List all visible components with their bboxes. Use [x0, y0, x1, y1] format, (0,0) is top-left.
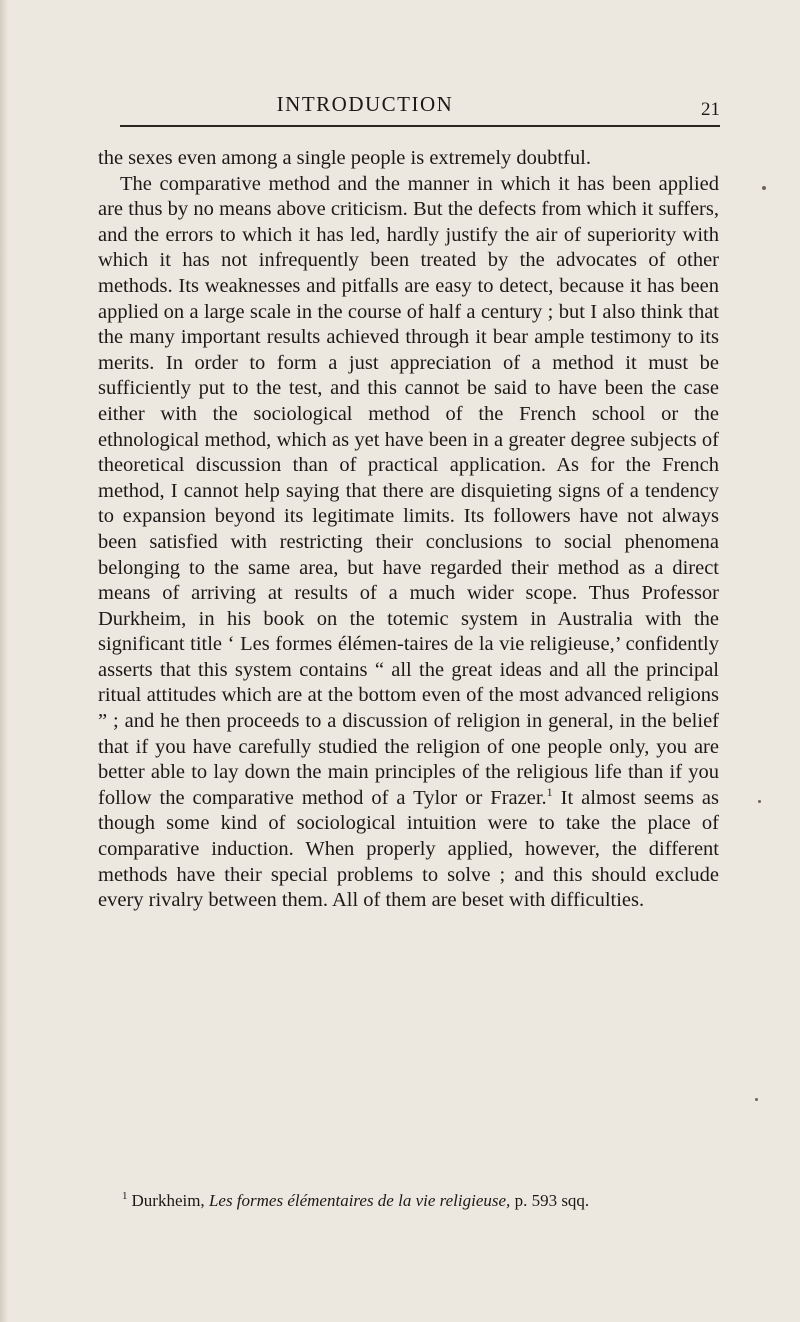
footnote-number: 1 — [122, 1190, 128, 1203]
paper-speck — [755, 1098, 758, 1101]
paper-speck — [762, 186, 766, 190]
paragraph-main-text-cont: It almost seems as though some kind of sociological intuition were to take the place of comparative induction. When properly applied, however, the different methods have their special problems to solve ; and this should exclude every rivalry between them. All of them are beset with difficulties. — [98, 786, 719, 912]
footnote-ref: p. 593 sqq. — [510, 1191, 590, 1210]
footnote-author: Durkheim, — [131, 1191, 209, 1210]
paragraph-main — [98, 172, 719, 914]
header-rule — [120, 125, 720, 127]
paper-speck — [758, 800, 761, 803]
paragraph-continued: the sexes even among a single people is extremely doubtful. — [98, 147, 592, 169]
page-gutter-shadow — [0, 0, 8, 1322]
page-number: 21 — [701, 99, 720, 120]
paragraph-main-text: The comparative method and the manner in which it has been applied are thus by no means above criticism. But the defects from which it suffers, and the errors to which it has led, hardly justify the air of superiority with which it has not infrequently been treated by the advocates of other methods. Its weaknesses and pitfalls are easy to detect, because it has been applied on a large scale in the course of half a century ; but I also think that the many important results achieved through it bear ample testimony to its merits. In order to form a just appreciation of a method it must be sufficiently put to the test, and this cannot be said to have been the case either with the sociological method of the French school or the ethnological method, which as yet have been in a greater degree subjects of theoretical discussion than of practical application. As for the French method, I cannot help saying that there are disquieting signs of a tendency to expansion beyond its legitimate limits. Its followers have not always been satisfied with restricting their conclusions to social phenomena belonging to the same area, but have regarded their method as a direct means of arriving at results of a much wider scope. Thus Professor Durkheim, in his book on the totemic system in Australia with the significant title ‘ Les formes élémen-taires de la vie religieuse,’ confidently asserts that this system contains “ all the great ideas and all the principal ritual attitudes which are at the bottom even of the most advanced religions ” ; and he then proceeds to a discussion of religion in general, in the belief that if you have carefully studied the religion of one people only, you are better able to lay down the main principles of the religious life than if you follow the comparative method of a Tylor or Frazer. — [98, 172, 719, 809]
footnote-title: Les formes élémentaires de la vie religieuse, — [208, 1191, 511, 1210]
running-head — [0, 92, 800, 118]
body-text — [98, 146, 719, 914]
footnote-reference[interactable]: 1 — [546, 785, 553, 800]
running-title: INTRODUCTION — [276, 92, 454, 116]
footnote — [98, 1190, 719, 1212]
